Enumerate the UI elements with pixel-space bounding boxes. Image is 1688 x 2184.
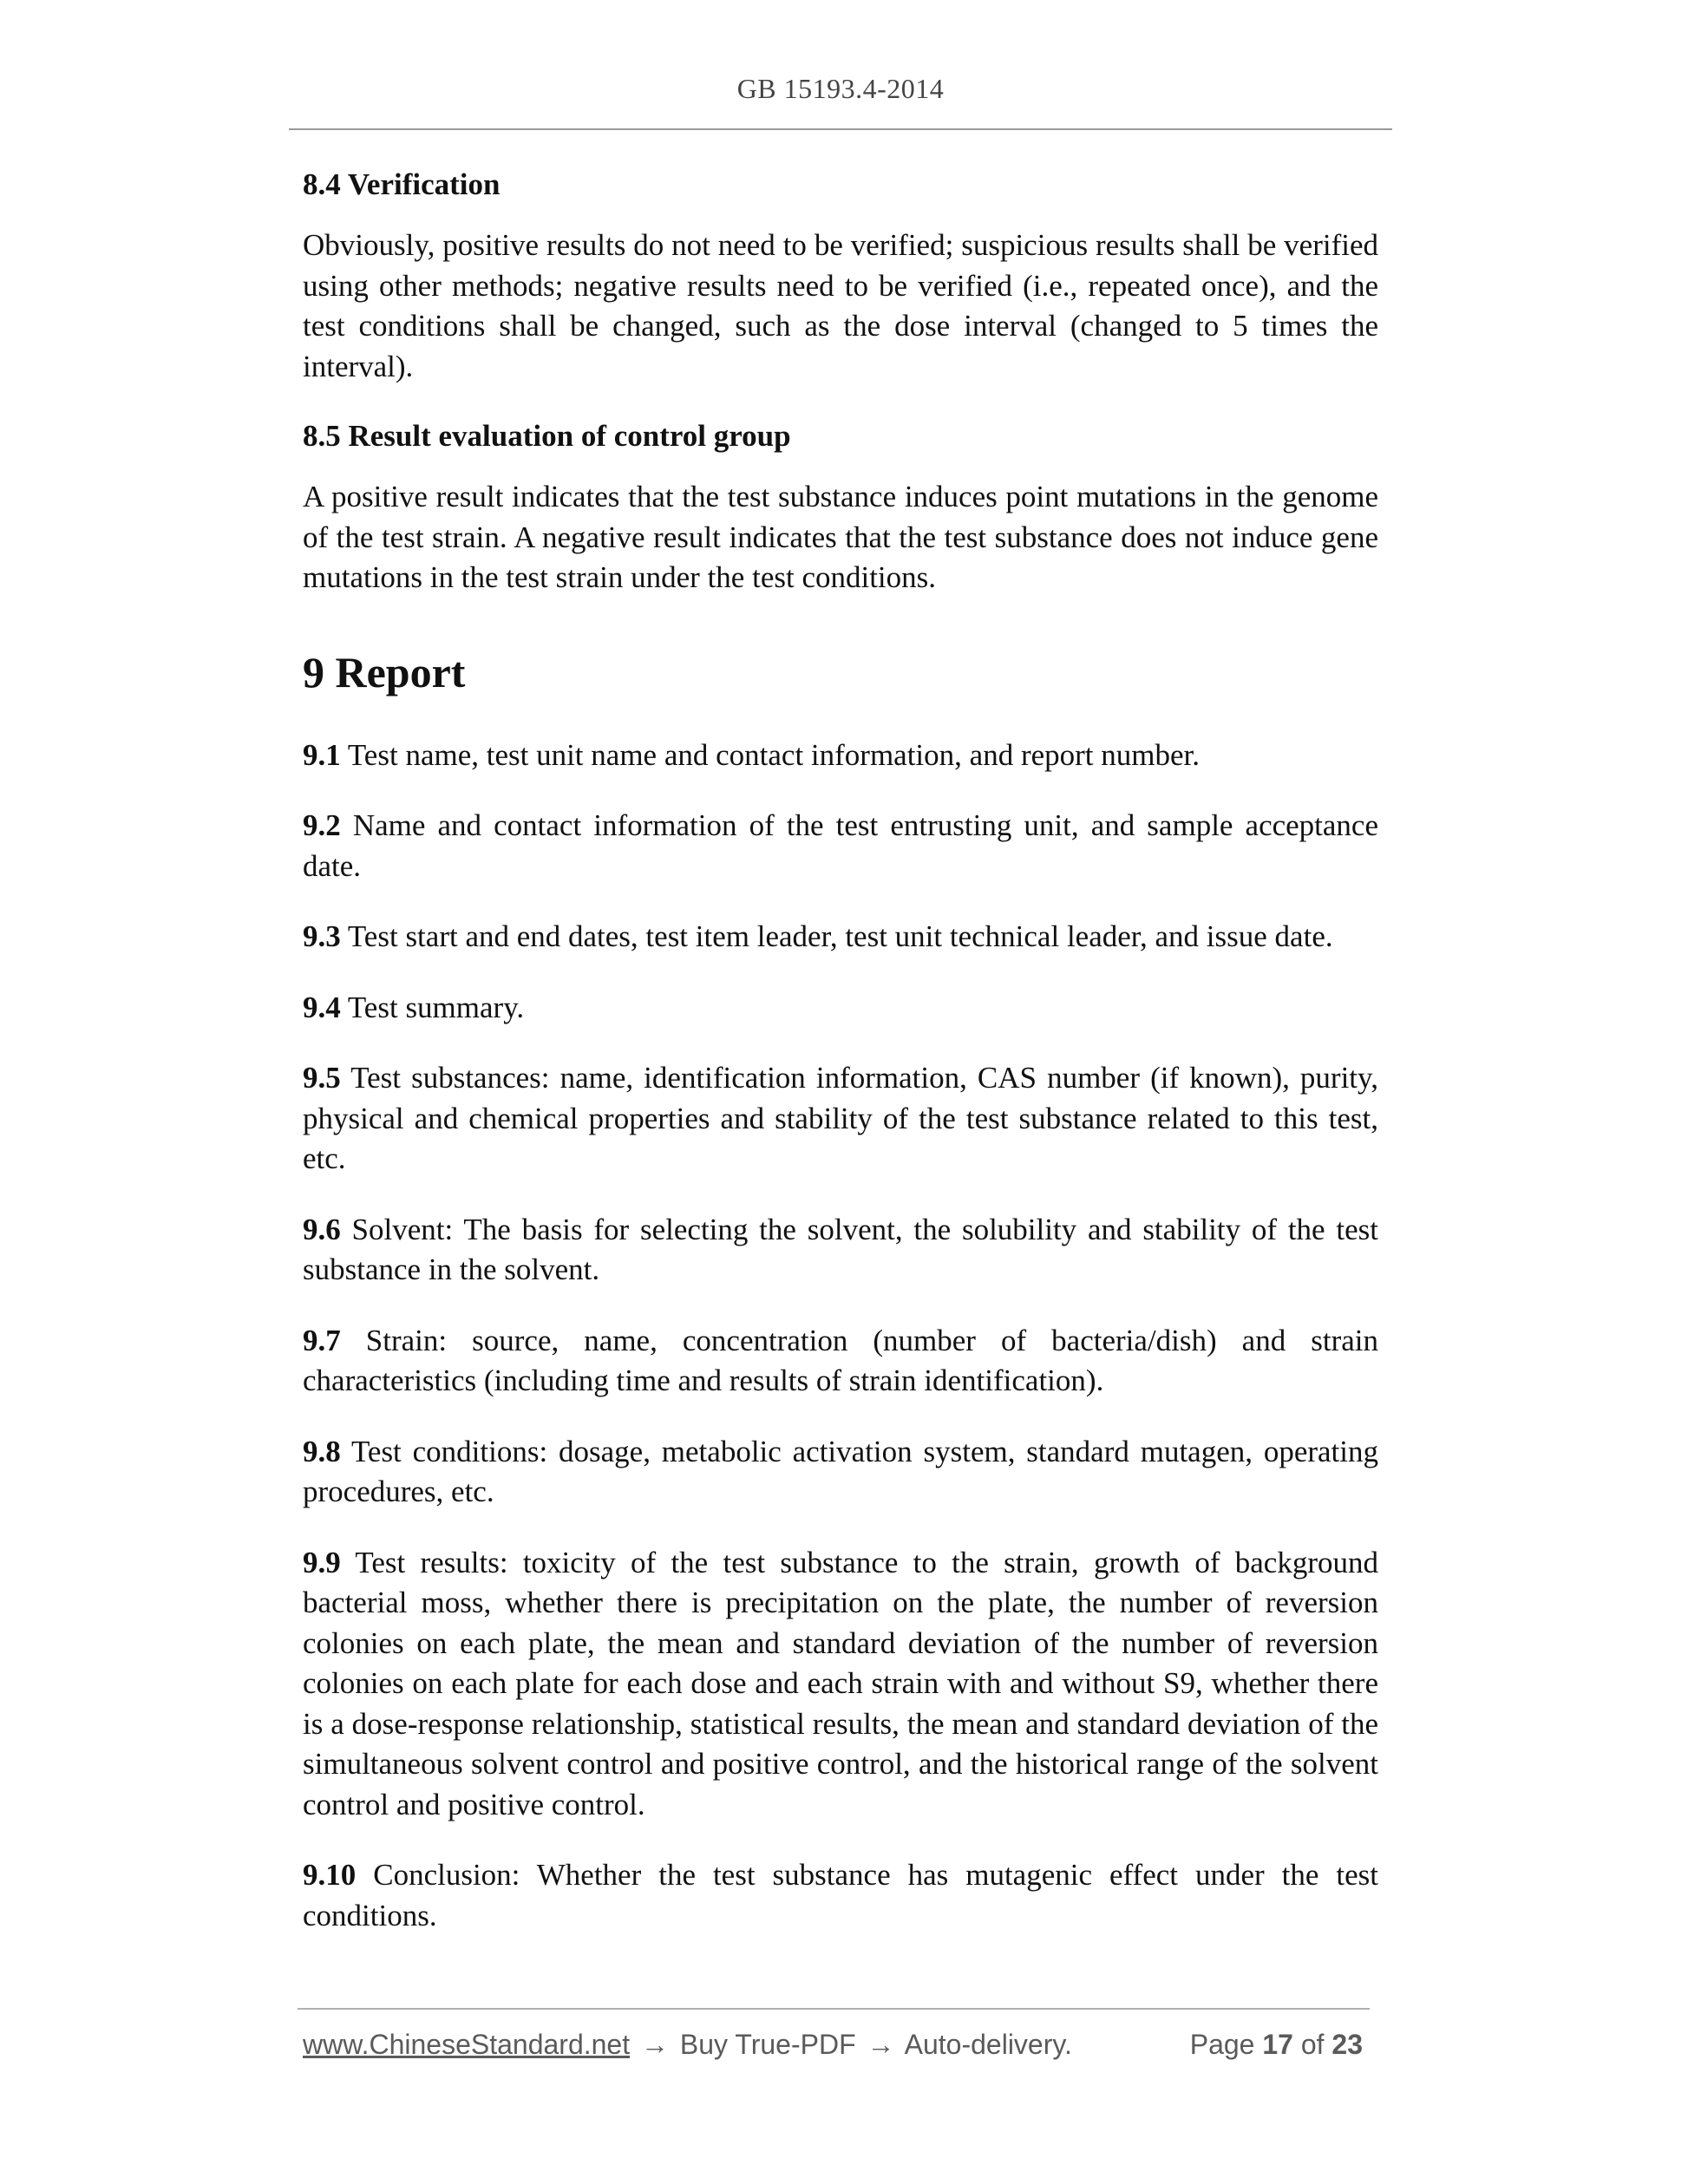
item-number: 9.7: [303, 1323, 341, 1357]
item-text: Strain: source, name, concentration (number of bacteria/dish) and strain characteristics (including time and results of strain identification).: [303, 1323, 1379, 1397]
buy-true-pdf-text: Buy True-PDF: [679, 2029, 856, 2060]
item-number: 9.2: [303, 808, 341, 842]
report-item-9-3: [303, 917, 1378, 958]
item-text: Test summary.: [347, 990, 525, 1024]
page-header: GB 15193.4-2014: [736, 73, 945, 104]
auto-delivery-text: Auto-delivery.: [904, 2029, 1072, 2060]
item-number: 9.5: [303, 1061, 341, 1095]
item-number: 9.6: [303, 1212, 341, 1246]
arrow-right-icon: →: [867, 2029, 895, 2060]
current-page-number: 17: [1262, 2029, 1293, 2060]
item-number: 9.9: [303, 1545, 341, 1579]
total-page-number: 23: [1331, 2029, 1363, 2060]
item-text: Test results: toxicity of the test substance to the strain, growth of background bacterial moss, whether there is precipitation on the plate, the number of reversion colonies on each plate, the mean and standard deviation of the number of reversion colonies on each plate for each dose and each strain with and without S9, whether there is a dose-response relationship, statistical results, the mean and standard deviation of the simultaneous solvent control and positive control, and the historical range of the solvent control and positive control.: [303, 1545, 1378, 1821]
site-link[interactable]: www.ChineseStandard.net: [303, 2029, 631, 2060]
item-number: 9.8: [303, 1434, 341, 1468]
item-number: 9.1: [303, 737, 341, 772]
page-footer: [303, 2029, 1370, 2067]
report-item-9-5: [303, 1058, 1378, 1180]
report-item-9-7: [303, 1321, 1378, 1402]
report-item-9-2: [303, 806, 1378, 886]
paragraph-8-4: Obviously, positive results do not need to be verified; suspicious results shall be verified using other methods; negative results need to be verified (i.e., repeated once), and the test conditions shall be changed, such as the dose interval (changed to 5 times the interval).: [303, 228, 1378, 383]
item-text: Test name, test unit name and contact information, and report number.: [347, 737, 1200, 772]
report-item-9-4: [303, 988, 1378, 1029]
footer-promo: [303, 2029, 1072, 2061]
heading-9-report: 9 Report: [303, 647, 466, 696]
item-number: 9.10: [303, 1858, 357, 1892]
arrow-right-icon: →: [641, 2029, 669, 2060]
item-text: Test start and end dates, test item leader, test unit technical leader, and issue date.: [347, 919, 1333, 953]
item-text: Test conditions: dosage, metabolic activation system, standard mutagen, operating procedures, etc.: [303, 1434, 1378, 1508]
report-item-9-10: [303, 1855, 1378, 1936]
paragraph-8-5: A positive result indicates that the test substance induces point mutations in the genome of the test strain. A negative result indicates that the test substance does not induce gene mutations in the test strain under the test conditions.: [303, 480, 1378, 594]
report-item-9-9: [303, 1543, 1378, 1826]
of-label: of: [1300, 2029, 1325, 2060]
page-label: Page: [1189, 2029, 1255, 2060]
report-item-9-8: [303, 1432, 1378, 1513]
heading-8-5: 8.5 Result evaluation of control group: [303, 419, 791, 453]
item-text: Name and contact information of the test entrusting unit, and sample acceptance date.: [303, 808, 1378, 883]
footer-divider: [298, 2008, 1370, 2010]
report-item-9-1: [303, 736, 1378, 776]
document-body: [303, 165, 1378, 1966]
item-text: Solvent: The basis for selecting the solvent, the solubility and stability of the test substance in the solvent.: [303, 1212, 1378, 1286]
item-number: 9.3: [303, 919, 341, 953]
report-item-9-6: [303, 1210, 1378, 1291]
item-number: 9.4: [303, 990, 341, 1024]
item-text: Conclusion: Whether the test substance has mutagenic effect under the test conditions.: [303, 1858, 1378, 1932]
header-divider: [289, 128, 1392, 130]
heading-8-4: 8.4 Verification: [303, 167, 501, 201]
page-indicator: [1190, 2029, 1363, 2061]
item-text: Test substances: name, identification information, CAS number (if known), purity, physical and chemical properties and stability of the test substance related to this test, etc.: [303, 1061, 1379, 1175]
